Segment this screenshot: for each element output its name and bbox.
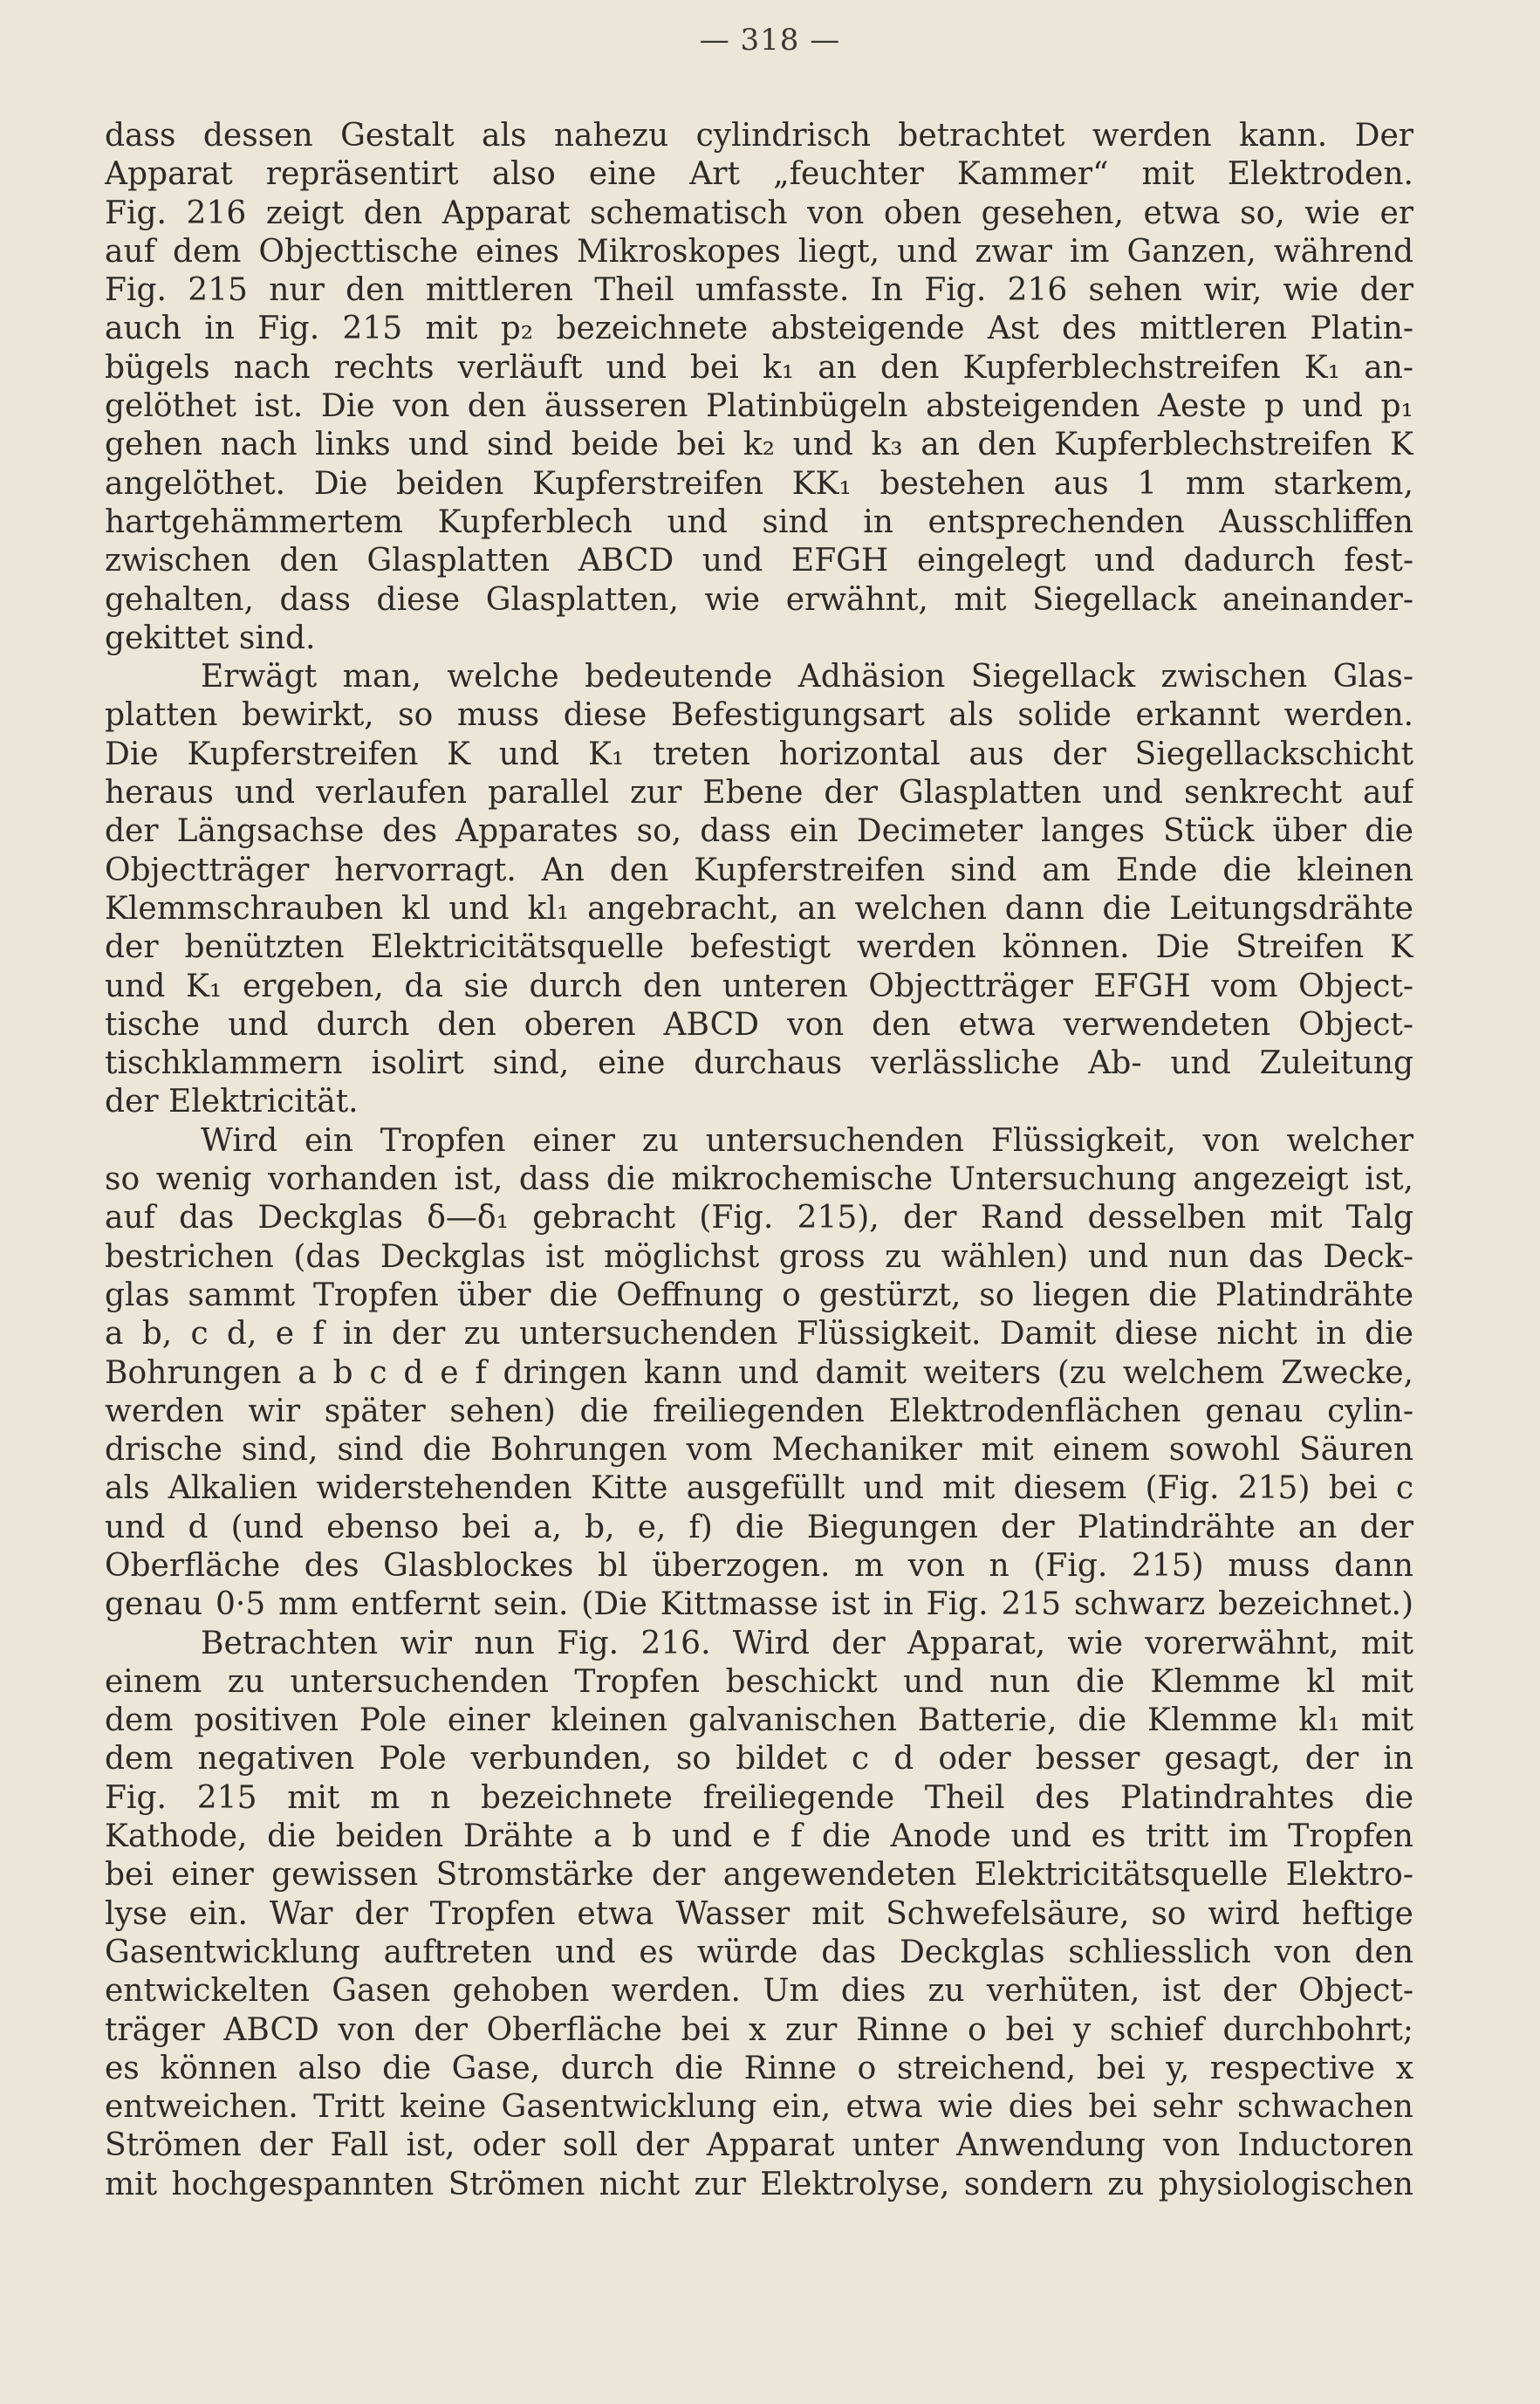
- text-line: Fig. 216 zeigt den Apparat schematisch von oben gesehen, etwa so, wie er: [105, 195, 1413, 231]
- text-line: bestrichen (das Deckglas ist möglichst gross zu wählen) und nun das Deck-: [105, 1238, 1413, 1275]
- text-line: der Elektricität.: [105, 1084, 359, 1120]
- text-line: dem positiven Pole einer kleinen galvanischen Batterie, die Klemme kl₁ mit: [105, 1702, 1413, 1739]
- text-line: einem zu untersuchenden Tropfen beschickt und nun die Klemme kl mit: [105, 1663, 1413, 1700]
- text-line: Erwägt man, welche bedeutende Adhäsion Siegellack zwischen Glas-: [201, 659, 1413, 695]
- text-line: der Längsachse des Apparates so, dass ein Decimeter langes Stück über die: [105, 813, 1413, 850]
- text-line: auch in Fig. 215 mit p₂ bezeichnete absteigende Ast des mittleren Platin-: [105, 311, 1413, 347]
- text-line: gelöthet ist. Die von den äusseren Platinbügeln absteigenden Aeste p und p₁: [105, 388, 1413, 425]
- text-line: Fig. 215 nur den mittleren Theil umfasste. In Fig. 216 sehen wir, wie der: [105, 272, 1413, 309]
- text-line: mit hochgespannten Strömen nicht zur Elektrolyse, sondern zu physiologischen: [105, 2166, 1413, 2202]
- text-line: Fig. 215 mit m n bezeichnete freiliegende Theil des Platindrahtes die: [105, 1779, 1413, 1816]
- text-line: der benützten Elektricitätsquelle befestigt werden können. Die Streifen K: [105, 929, 1413, 966]
- text-line: Apparat repräsentirt also eine Art „feuchter Kammer“ mit Elektroden.: [105, 156, 1413, 193]
- text-line: auf das Deckglas δ—δ₁ gebracht (Fig. 215), der Rand desselben mit Talg: [105, 1200, 1413, 1236]
- text-line: dem negativen Pole verbunden, so bildet c d oder besser gesagt, der in: [105, 1741, 1413, 1777]
- text-line: und K₁ ergeben, da sie durch den unteren Objectträger EFGH vom Object-: [105, 968, 1413, 1004]
- text-line: gekittet sind.: [105, 620, 316, 656]
- text-line: gehalten, dass diese Glasplatten, wie erwähnt, mit Siegellack aneinander-: [105, 581, 1413, 618]
- text-line: Wird ein Tropfen einer zu untersuchenden Flüssigkeit, von welcher: [201, 1122, 1413, 1159]
- text-line: heraus und verlaufen parallel zur Ebene der Glasplatten und senkrecht auf: [105, 775, 1413, 812]
- text-line: bei einer gewissen Stromstärke der angewendeten Elektricitätsquelle Elektro-: [105, 1857, 1413, 1894]
- text-line: hartgehämmertem Kupferblech und sind in entsprechenden Ausschliffen: [105, 503, 1413, 540]
- text-line: träger ABCD von der Oberfläche bei x zur Rinne o bei y schief durchbohrt;: [105, 2011, 1413, 2048]
- text-line: Bohrungen a b c d e f dringen kann und damit weiters (zu welchem Zwecke,: [105, 1354, 1413, 1391]
- text-line: Oberfläche des Glasblockes bl überzogen. m von n (Fig. 215) muss dann: [105, 1547, 1413, 1584]
- text-line: gehen nach links und sind beide bei k₂ und k₃ an den Kupferblechstreifen K: [105, 427, 1413, 463]
- text-line: Kathode, die beiden Drähte a b und e f die Anode und es tritt im Tropfen: [105, 1818, 1413, 1855]
- text-line: zwischen den Glasplatten ABCD und EFGH eingelegt und dadurch fest-: [105, 543, 1413, 579]
- text-line: dass dessen Gestalt als nahezu cylindrisch betrachtet werden kann. Der: [105, 118, 1413, 154]
- text-line: tische und durch den oberen ABCD von den etwa verwendeten Object-: [105, 1006, 1413, 1043]
- text-line: genau 0·5 mm entfernt sein. (Die Kittmasse ist in Fig. 215 schwarz bezeichnet.): [105, 1586, 1413, 1623]
- text-line: Die Kupferstreifen K und K₁ treten horizontal aus der Siegellackschicht: [105, 736, 1413, 772]
- text-line: bügels nach rechts verläuft und bei k₁ an den Kupferblechstreifen K₁ an-: [105, 349, 1413, 386]
- text-line: Strömen der Fall ist, oder soll der Apparat unter Anwendung von Inductoren: [105, 2127, 1413, 2164]
- text-line: es können also die Gase, durch die Rinne o streichend, bei y, respective x: [105, 2050, 1413, 2086]
- text-line: Klemmschrauben kl und kl₁ angebracht, an welchen dann die Leitungsdrähte: [105, 890, 1413, 927]
- text-line: glas sammt Tropfen über die Oeffnung o gestürzt, so liegen die Platindrähte: [105, 1277, 1413, 1313]
- text-line: entweichen. Tritt keine Gasentwicklung ein, etwa wie dies bei sehr schwachen: [105, 2089, 1413, 2126]
- text-line: Betrachten wir nun Fig. 216. Wird der Apparat, wie vorerwähnt, mit: [201, 1625, 1413, 1661]
- text-line: tischklammern isolirt sind, eine durchaus verlässliche Ab- und Zuleitung: [105, 1045, 1413, 1082]
- text-line: a b, c d, e f in der zu untersuchenden Flüssigkeit. Damit diese nicht in die: [105, 1316, 1413, 1353]
- text-line: Objectträger hervorragt. An den Kupferstreifen sind am Ende die kleinen: [105, 852, 1413, 888]
- text-line: auf dem Objecttische eines Mikroskopes liegt, und zwar im Ganzen, während: [105, 233, 1413, 270]
- text-line: drische sind, sind die Bohrungen vom Mechaniker mit einem sowohl Säuren: [105, 1432, 1413, 1469]
- text-line: als Alkalien widerstehenden Kitte ausgefüllt und mit diesem (Fig. 215) bei c: [105, 1470, 1413, 1507]
- text-line: so wenig vorhanden ist, dass die mikrochemische Untersuchung angezeigt ist,: [105, 1161, 1413, 1198]
- page-number: — 318 —: [699, 23, 841, 58]
- text-line: angelöthet. Die beiden Kupferstreifen KK₁ bestehen aus 1 mm starkem,: [105, 465, 1413, 502]
- text-line: Gasentwicklung auftreten und es würde das Deckglas schliesslich von den: [105, 1934, 1413, 1970]
- body-text: [105, 117, 1413, 2204]
- text-line: entwickelten Gasen gehoben werden. Um dies zu verhüten, ist der Object-: [105, 1973, 1413, 2010]
- text-line: platten bewirkt, so muss diese Befestigungsart als solide erkannt werden.: [105, 697, 1413, 734]
- text-line: lyse ein. War der Tropfen etwa Wasser mit Schwefelsäure, so wird heftige: [105, 1895, 1413, 1932]
- text-line: werden wir später sehen) die freiliegenden Elektrodenflächen genau cylin-: [105, 1393, 1413, 1429]
- text-line: und d (und ebenso bei a, b, e, f) die Biegungen der Platindrähte an der: [105, 1509, 1413, 1545]
